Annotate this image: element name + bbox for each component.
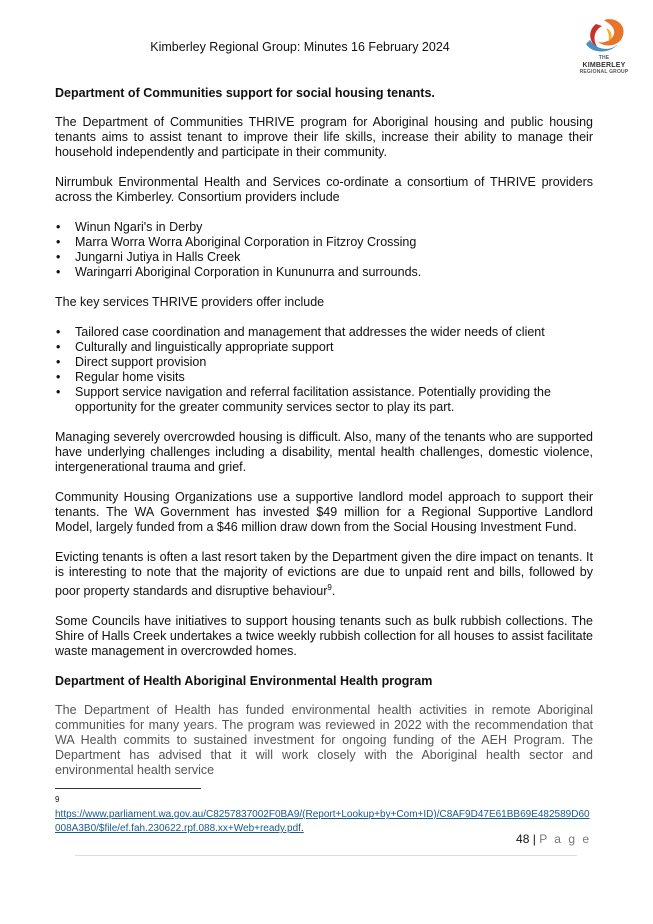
- paragraph-supportive-landlord: Community Housing Organizations use a supportive landlord model approach to support their tenants. The WA Government has invested $49 million for a Regional Supportive Landlord Model, largely funded from a $46 million draw down from the Social Housing Investment Fund.: [55, 490, 593, 534]
- footnote-link[interactable]: https://www.parliament.wa.gov.au/C8257837002F0BA9/(Report+Lookup+by+Com+ID)/C8AF9D47E61BB69E482589D60008A3B0/$file/ef.fah.230622.rpf.088.xx+Web+ready.pdf: [55, 809, 590, 834]
- list-item: • Waringarri Aboriginal Corporation in Kununurra and surrounds.: [75, 265, 593, 280]
- footnote-number: 9: [55, 795, 60, 804]
- page-number-separator: |: [532, 832, 536, 846]
- section-heading-communities: Department of Communities support for social housing tenants.: [55, 86, 435, 100]
- providers-list: [55, 220, 593, 280]
- logo-swirl-icon: [576, 14, 632, 56]
- section-heading-health: Department of Health Aboriginal Environmental Health program: [55, 674, 433, 689]
- evictions-text-end: .: [331, 584, 336, 599]
- page-number: [516, 832, 591, 846]
- list-item: • Jungarni Jutiya in Halls Creek: [75, 250, 593, 265]
- services-list: [55, 325, 593, 415]
- paragraph-evictions: [55, 550, 593, 599]
- list-item: • Regular home visits: [75, 370, 593, 385]
- paragraph-thrive-program: The Department of Communities THRIVE program for Aboriginal housing and public housing tenants aims to assist tenant to improve their life skills, increase their ability to manage their household independently and participate in their community.: [55, 115, 593, 159]
- paragraph-council-initiatives: Some Councils have initiatives to support housing tenants such as bulk rubbish collections. The Shire of Halls Creek undertakes a twice weekly rubbish collection for all houses to assist facilitate waste management in overcrowded homes.: [55, 614, 593, 659]
- page-body: [55, 86, 593, 793]
- footnote-line: [55, 808, 595, 836]
- list-item: • Support service navigation and referral facilitation assistance. Potentially providing the opportunity for the greater community services sector to play its part.: [75, 385, 593, 415]
- footnote-reference[interactable]: 9: [327, 583, 332, 592]
- footnote-link-end: .: [300, 823, 304, 834]
- document-header-title: Kimberley Regional Group: Minutes 16 February 2024: [150, 40, 450, 54]
- paragraph-nirrumbuk: Nirrumbuk Environmental Health and Services co-ordinate a consortium of THRIVE providers across the Kimberley. Consortium providers include: [55, 175, 593, 204]
- page-label: P a g e: [539, 832, 591, 846]
- logo-text-kimberley: KIMBERLEY: [582, 62, 626, 69]
- list-item: • Tailored case coordination and management that addresses the wider needs of client: [75, 325, 593, 340]
- logo-text-regional-group: REGIONAL GROUP: [579, 69, 629, 75]
- paragraph-overcrowded-housing: Managing severely overcrowded housing is difficult. Also, many of the tenants who are supported have underlying challenges including a disability, mental health challenges, domestic violence, intergenerational trauma and grief.: [55, 430, 593, 474]
- list-item: • Winun Ngari's in Derby: [75, 220, 593, 235]
- paragraph-aeh-program: The Department of Health has funded environmental health activities in remote Aboriginal communities for many years. The program was reviewed in 2022 with the recommendation that WA Health commits to sustained investment for ongoing funding of the AEH Program. The Department has advised that it will work closely with the Aboriginal health sector and environmental health service: [55, 703, 593, 778]
- list-item: • Marra Worra Worra Aboriginal Corporation in Fitzroy Crossing: [75, 235, 593, 250]
- bottom-divider: [75, 855, 577, 856]
- list-item: • Direct support provision: [75, 355, 593, 370]
- logo-text-the: THE: [598, 55, 610, 61]
- evictions-text: Evicting tenants is often a last resort taken by the Department given the dire impact on tenants. It is interesting to note that the majority of evictions are due to unpaid rent and bills, followed by poor property standards and disruptive behaviour: [55, 550, 593, 599]
- footnote-divider: [55, 788, 201, 789]
- list-item: • Culturally and linguistically appropriate support: [75, 340, 593, 355]
- paragraph-key-services: The key services THRIVE providers offer include: [55, 295, 325, 309]
- logo-wordmark: [576, 55, 632, 76]
- page-number-value: 48: [516, 832, 530, 846]
